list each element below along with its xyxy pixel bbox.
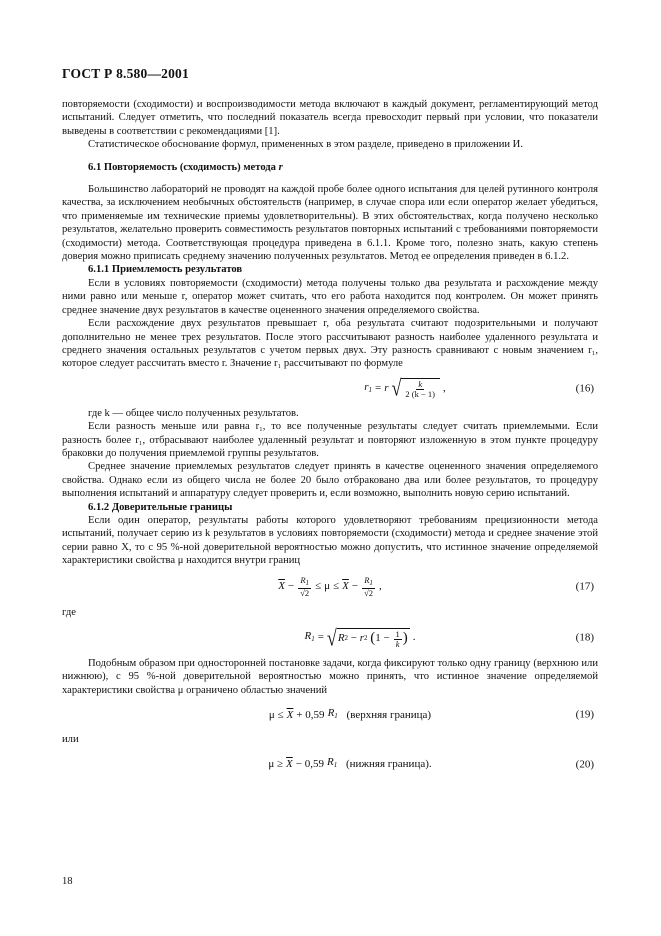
equation-number-17: (17) (575, 579, 594, 592)
paragraph-where: где (62, 606, 76, 618)
page-number: 18 (62, 876, 73, 887)
section-heading-6-1-2: 6.1.2 Доверительные границы (88, 501, 233, 513)
section-heading-6-1-1: 6.1.1 Приемлемость результатов (88, 264, 243, 276)
section-heading-var: r (278, 161, 283, 173)
section-heading-text: 6.1 Повторяемость (сходимость) метода (88, 161, 276, 173)
equation-number-19: (19) (575, 708, 594, 721)
paragraph-continuation: повторяемости (сходимости) и воспроизводимости метода включают в каждый документ, регламентирующий метод испытаний. Следует отметить, что последний показатель всегда превосходит первый при условии, что показатели выведены в соответствии с рекомендациями [1]. (62, 99, 598, 137)
paragraph-acceptable: Если разность меньше или равна r₁, то все полученные результаты следует считать приемлемыми. Если разность более r₁, отбрасывают наиболее удаленный результат и повторяют изложенную в этом пункте процедуру браковки до получения приемлемой группы результатов. (62, 421, 598, 459)
document-header: ГОСТ Р 8.580—2001 (62, 66, 189, 81)
f16-eq: = (375, 382, 382, 395)
equation-number-18: (18) (575, 631, 594, 644)
formula-17: $\overline{X}$ − $\frac{R_1}{√2}$ ≤ μ ≤ $\overline{X}$ − $\frac{R_1}{√2}$ , (17) (278, 574, 594, 598)
section-heading-6-1 (62, 161, 598, 174)
f16-den: 2 (k − 1) (405, 389, 435, 400)
page-content (62, 98, 598, 783)
paragraph-one-sided: Подобным образом при односторонней постановке задачи, когда фиксируют только одну границу (верхнюю или нижнюю), с 95 %-ной доверительной вероятностью можно принять, что истинное значение определяемой характеристики свойства μ ограничено областью значений (62, 658, 598, 696)
f16-r: r (384, 382, 389, 395)
paragraph-statistical-basis: Статистическое обоснование формул, примененных в этом разделе, приведено в приложении И. (88, 139, 523, 151)
f16-lhs: $r_1$ (364, 380, 373, 394)
equation-number-16: (16) (575, 382, 594, 395)
paragraph-or: или (62, 734, 79, 746)
paragraph-exceeds-r: Если расхождение двух результатов превышает r, оба результата считают подозрительными и получают дополнительно не менее трех результатов. После этого рассчитывают разность наиболее удаленного результата и среднего значения остальных результатов с учетом первых двух. Эту разность сравнивают с новым значением r₁, которое следует рассчитать вместо r. Значение r₁ рассчитывают по формуле (62, 318, 598, 370)
formula-20: μ ≥ $\overline{X}$ − 0,59 $R_1$ (нижняя граница). (20) (268, 756, 594, 770)
paragraph-where-k: где k — общее число полученных результатов. (88, 407, 299, 419)
paragraph-labs: Большинство лабораторий не проводят на каждой пробе более одного испытания для целей рутинного контроля качества, за исключением необычных обстоятельств (например, в случае спора или если оператор желает убедиться, что применяемые им технические приемы удовлетворительны). В этих обстоятельствах, когда получено несколько результатов, желательно проверить совместимость результатов повторных испытаний с требованиями повторяемости (сходимости) метода. Соответствующая процедура приведена в 6.1.1. Кроме того, полезно знать, какую степень доверия можно приписать среднему значению полученных результатов. Метод ее определения приведен в 6.1.2. (62, 184, 598, 263)
f16-sqrt: √ $\frac{k}{2 (k - 1)}$ (392, 378, 440, 399)
equation-number-20: (20) (575, 757, 594, 770)
paragraph-two-results: Если в условиях повторяемости (сходимости) метода получены только два результата и расхождение между ними равно или меньше r, оператор может считать, что его работа находится под контролем. Он может принять среднее значение двух результатов в качестве оцененного значения определяемого свойства. (62, 277, 598, 316)
formula-18: $R_1$ = √ R 2 − r 2 ( 1 − $\frac{1}{k}$ ) . (18) (304, 624, 594, 650)
paragraph-mean-value: Среднее значение приемлемых результатов следует принять в качестве оцененного значения определяемого свойства. Однако если из общего числа не более 20 было отбраковано два или более результатов, то процедуру выполнения испытаний и аппаратуру следует проверить и, если возможно, выполнить новую серию испытаний. (62, 461, 598, 500)
formula-19: μ ≤ $\overline{X}$ + 0,59 $R_1$ (верхняя граница) (19) (268, 707, 594, 721)
formula-16: $r_1$ = r √ $\frac{k}{2 (k - 1)}$ , (16) (364, 375, 594, 401)
paragraph-one-operator: Если один оператор, результаты работы которого удовлетворяют требованиям прецизионности метода испытаний, получает серию из k результатов в условиях повторяемости (сходимости) метода и среднее значение этой серии равно X, то с 95 %-ной доверительной вероятностью можно допустить, что истинное значение определяемой характеристики свойства μ находится внутри границ (62, 514, 598, 567)
f16-num: k (418, 379, 423, 390)
